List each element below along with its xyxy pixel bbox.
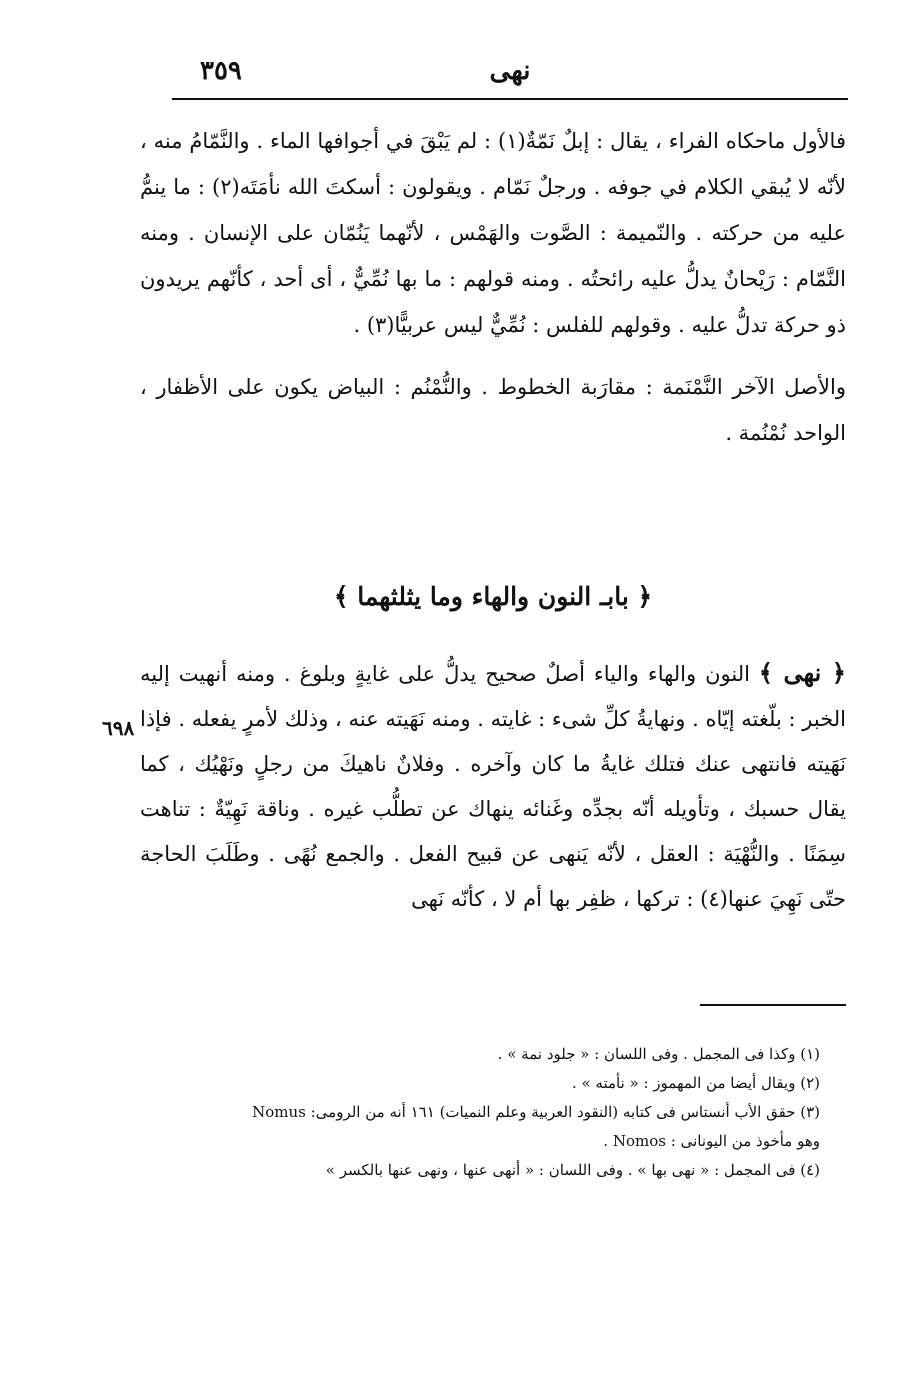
- footnote-separator: [700, 1004, 846, 1006]
- margin-reference-number: ٦٩٨: [102, 716, 135, 740]
- paragraph-first-root: فالأول ماحكاه الفراء ، يقال : إبلٌ نَمّةٌ(١) : لم يَبْقَ في أجوافها الماء . والنَّمّامُ منه ، لأنّه لا يُبقي الكلام في جوفه . ورجلٌ نَمّام . ويقولون : أسكتَ الله نأمَتَه(٢) : ما ينمُّ عليه من حركته . والنّميمة : الصَّوت والهَمْس ، لأنّهما يَنُمّان على الإنسان . ومنه النَّمّام : رَيْحانٌ يدلُّ عليه رائحتُه . ومنه قولهم : ما بها نُمِّيٌّ ، أى أحد ، كأنّهم يريدون ذو حركة تدلُّ عليه . وقولهم للفلس : نُمِّيٌّ ليس عربيًّا(٣) .: [140, 129, 847, 337]
- header-rule: [172, 98, 848, 100]
- page-number: ٣٥٩: [200, 56, 242, 86]
- dictionary-entry: [140, 650, 846, 922]
- paragraph-second-root: والأصل الآخر النَّمْنَمة : مقارَبة الخطوط . والنُّمْنُم : البياض يكون على الأظفار ، الواحد نُمْنُمة .: [140, 375, 846, 445]
- entry-headword: ﴿ نهى ﴾: [758, 658, 846, 687]
- footnote-1: (١) وكذا فى المجمل . وفى اللسان : « جلود نمة » .: [497, 1045, 820, 1063]
- page-header: [170, 52, 850, 102]
- chapter-heading: ﴿ بابـ النون والهاء وما يثلثهما ﴾: [333, 582, 653, 611]
- footnote-3: (٣) حقق الأب أنستاس فى كتابه (النقود العربية وعلم النميات) ١٦١ أنه من الرومى: Nomus: [252, 1103, 820, 1121]
- footnote-4: (٤) فى المجمل : « نهى بها » . وفى اللسان : « أنهى عنها ، ونهى عنها بالكسر »: [325, 1161, 820, 1179]
- footnote-2: (٢) ويقال أيضا من المهموز : « نأمته » .: [571, 1074, 820, 1092]
- running-head: نهى: [489, 56, 531, 86]
- footnote-3-continued: وهو مأخوذ من اليونانى : Nomos .: [603, 1132, 820, 1150]
- footnotes: [150, 1040, 820, 1185]
- entry-text: النون والهاء والياء أصلٌ صحيح يدلُّ على غايةٍ وبلوغ . ومنه أنهيت إليه الخبر : بلّغته إيّاه . ونهايةُ كلِّ شىء : غايته . ومنه نَهَيته عنه ، وذلك لأمرٍ يفعله . فإذا نَهَيته فانتهى عنك فتلك غايةُ ما كان وآخره . وفلانٌ ناهيكَ من رجلٍ ونَهْيُك ، كما يقال حسبك ، وتأويله أنّه بجدِّه وغَنائه ينهاك عن تطلُّب غيره . وناقة نَهِيّةٌ : تناهت سِمَنًا . والنُّهْيَة : العقل ، لأنّه يَنهى عن قبيح الفعل . والجمع نُهًى . وطَلَبَ الحاجة حتّى نَهِيَ عنها(٤) : تركها ، ظفِر بها أم لا ، كأنّه نَهى: [140, 662, 846, 911]
- main-text: [140, 118, 846, 456]
